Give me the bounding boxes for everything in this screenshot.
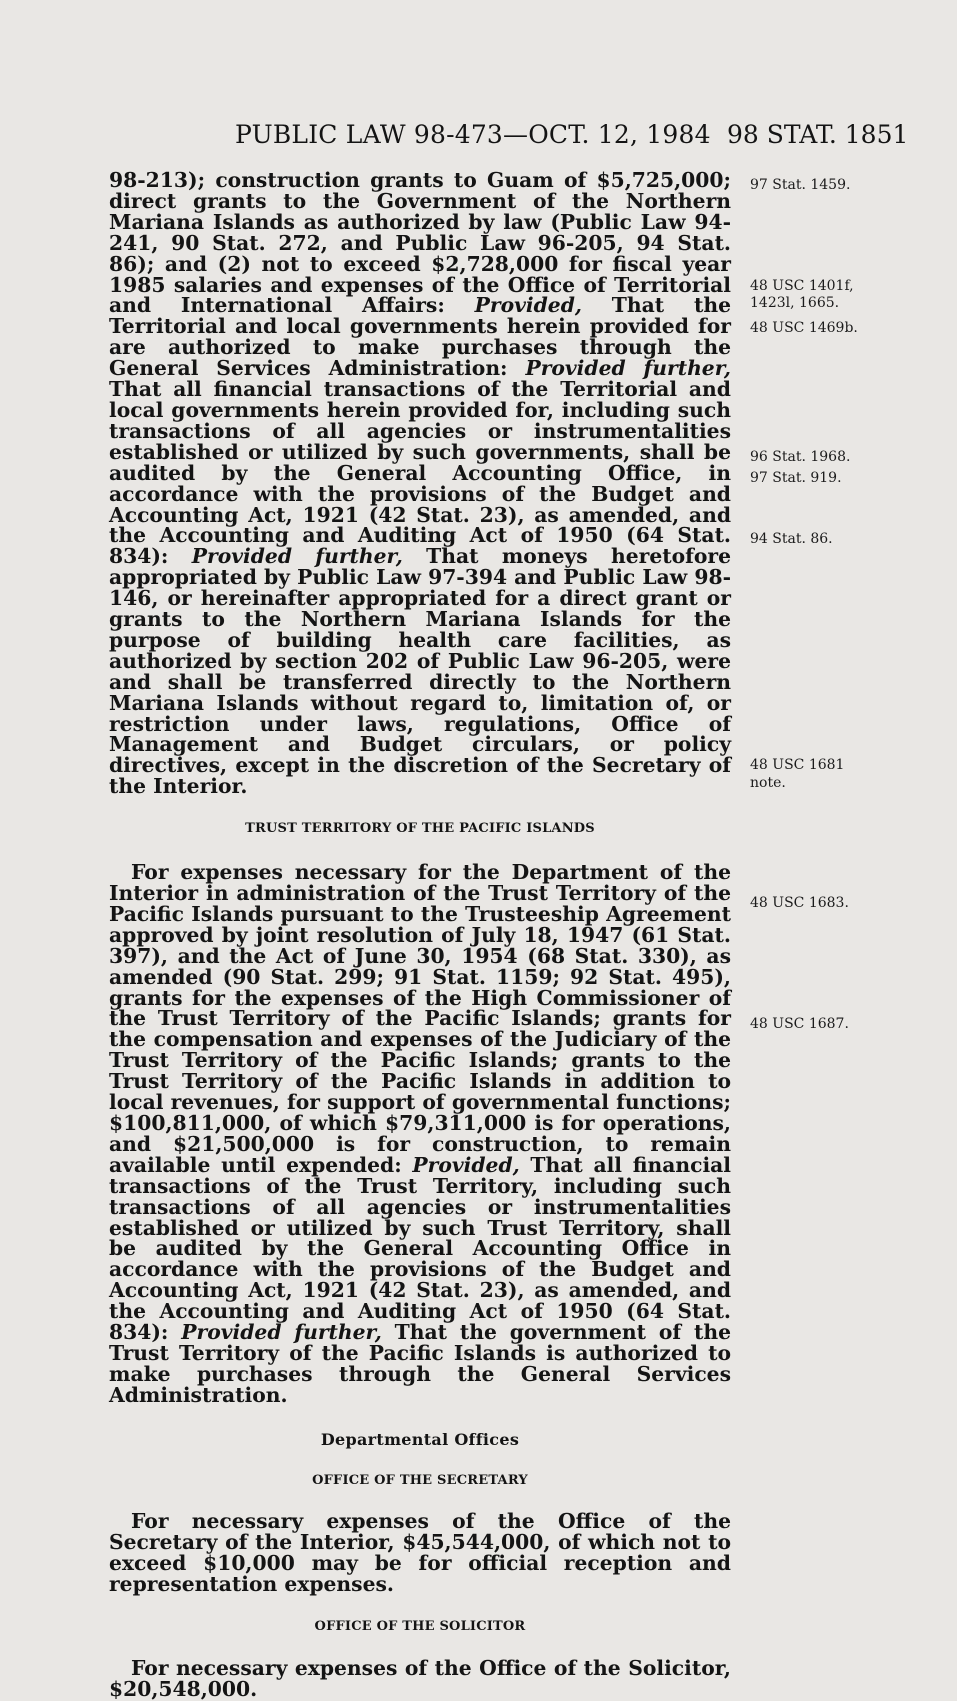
margin-note: 48 USC 1469b. <box>750 320 858 336</box>
body-text-column <box>109 170 731 1700</box>
margin-note: 48 USC 1687. <box>750 1016 849 1032</box>
margin-note: 48 USC 1681 <box>750 757 845 773</box>
margin-note: 96 Stat. 1968. <box>750 449 851 465</box>
heading-office-of-secretary: OFFICE OF THE SECRETARY <box>312 1472 528 1488</box>
heading-departmental-offices: Departmental Offices <box>320 1429 520 1449</box>
heading-office-of-solicitor: OFFICE OF THE SOLICITOR <box>314 1619 526 1635</box>
header-title: PUBLIC LAW 98-473—OCT. 12, 1984 <box>235 120 711 149</box>
margin-note: note. <box>750 775 786 791</box>
solicitor-paragraph: For necessary expenses of the Office of the Solicitor, $20,548,000. <box>109 1656 731 1701</box>
secretary-paragraph: For necessary expenses of the Office of the Secretary of the Interior, $45,544,000, of which not to exceed $10,000 may be for official reception and representation expenses. <box>109 1509 731 1597</box>
margin-note: 97 Stat. 1459. <box>750 177 851 193</box>
margin-note: 97 Stat. 919. <box>750 470 842 486</box>
header-stat-page: 98 STAT. 1851 <box>727 120 909 149</box>
margin-note: 94 Stat. 86. <box>750 531 833 547</box>
trust-territory-paragraph: For expenses necessary for the Department of the Interior in administration of the Trust Territory of the Pacific Islands pursuant to the Trusteeship Agreement approved by joint resolution of July 18, 1947 (61 Stat. 397), and the Act of June 30, 1954 (68 Stat. 330), as amended (90 Stat. 299; 91 Stat. 1159; 92 Stat. 495), grants for the expenses of the High Commissioner of the Trust Territory of the Pacific Islands; grants for the compensation and expenses of the Judiciary of the Trust Territory of the Pacific Islands; grants to the Trust Territory of the Pacific Islands in addition to local revenues, for support of governmental functions; $100,811,000, of which $79,311,000 is for operations, and $21,500,000 is for construction, to remain available until expended: Provided, That all financial transactions of the Trust Territory, including such transactions of all agencies or instrumentalities established or utilized by such Trust Territory, shall be audited by the General Accounting Office in accordance with the provisions of the Budget and Accounting Act, 1921 (42 Stat. 23), as amended, and the Accounting and Auditing Act of 1950 (64 Stat. 834): Provided further, That the government of the Trust Territory of the Pacific Islands is authorized to make purchases through the General Services Administration. <box>109 860 732 1407</box>
margin-note: 48 USC 1401f, <box>750 278 854 294</box>
continued-paragraph: 98-213); construction grants to Guam of $5,725,000; direct grants to the Government of the Northern Mariana Islands as authorized by law (Public Law 94-241, 90 Stat. 272, and Public Law 96-205, 94 Stat. 86); and (2) not to exceed $2,728,000 for fiscal year 1985 salaries and expenses of the Office of Territorial and International Affairs: Provided, That the Territorial and local governments herein provided for are authorized to make purchases through the General Services Administration: Provided further, That all financial transactions of the Territorial and local governments herein provided for, including such transactions of all agencies or instrumentalities established or utilized by such governments, shall be audited by the General Accounting Office, in accordance with the provisions of the Budget and Accounting Act, 1921 (42 Stat. 23), as amended, and the Accounting and Auditing Act of 1950 (64 Stat. 834): Provided further, That moneys heretofore appropriated by Public Law 97-394 and Public Law 98-146, or hereinafter appropriated for a direct grant or grants to the Northern Mariana Islands for the purpose of building health care facilities, as authorized by section 202 of Public Law 96-205, were and shall be transferred directly to the Northern Mariana Islands without regard to, limitation of, or restriction under laws, regulations, Office of Management and Budget circulars, or policy directives, except in the discretion of the Secretary of the Interior. <box>109 168 732 799</box>
margin-note: 48 USC 1683. <box>750 895 849 911</box>
heading-trust-territory: TRUST TERRITORY OF THE PACIFIC ISLANDS <box>245 821 595 837</box>
margin-note: 1423l, 1665. <box>750 295 840 311</box>
running-header <box>0 120 957 154</box>
